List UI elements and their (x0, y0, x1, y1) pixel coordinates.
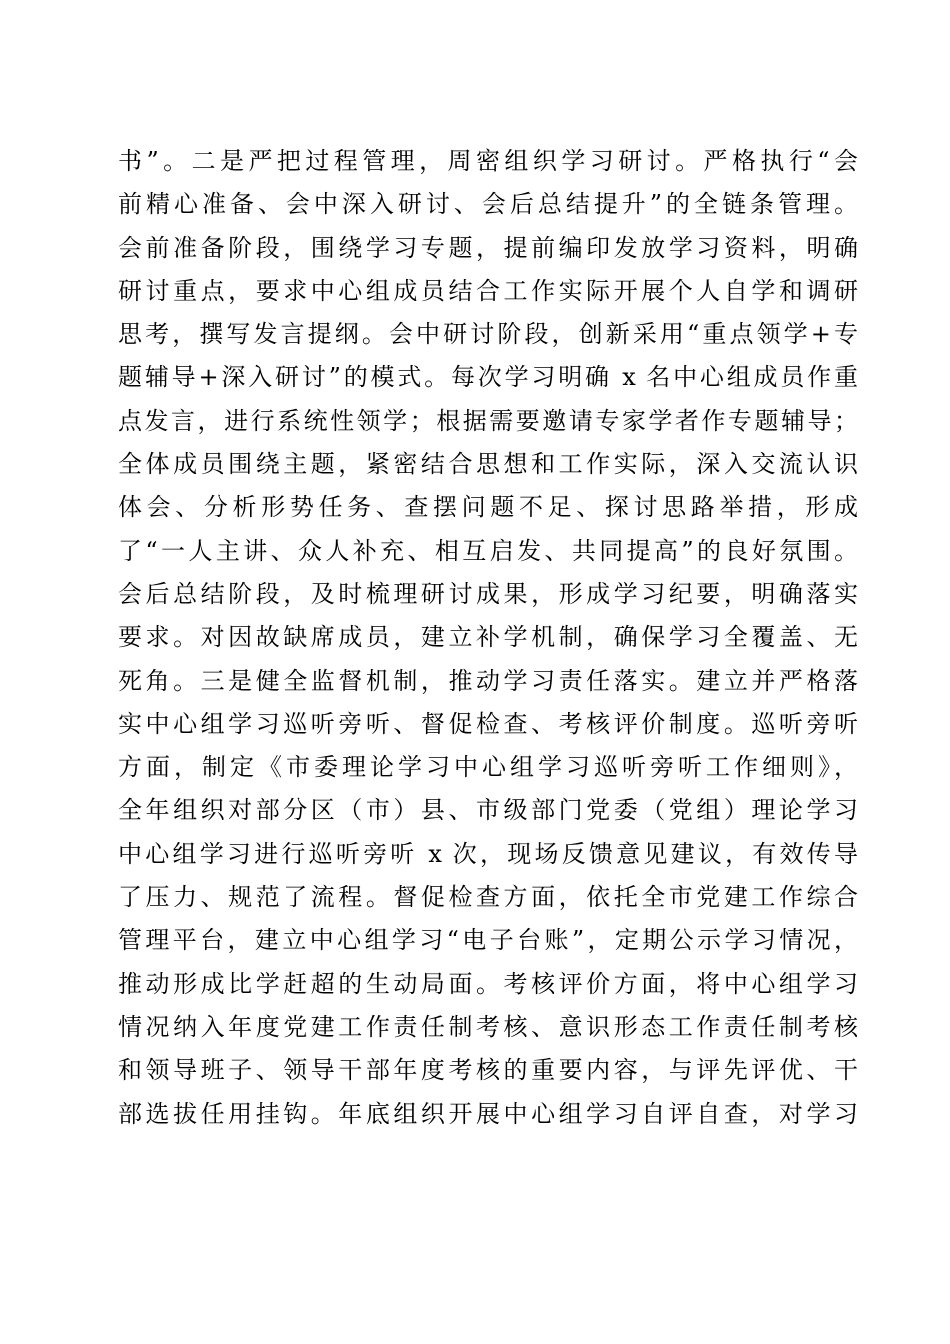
text-line: 情况纳入年度党建工作责任制考核、意识形态工作责任制考核 (118, 1012, 858, 1041)
text-line: 推动形成比学赶超的生动局面。考核评价方面，将中心组学习 (118, 969, 858, 998)
text-line: 了“一人主讲、众人补充、相互启发、共同提高”的良好氛围。 (118, 536, 858, 565)
body-text (118, 140, 858, 1136)
text-line: 死角。三是健全监督机制，推动学习责任落实。建立并严格落 (118, 666, 858, 695)
text-line: 会后总结阶段，及时梳理研讨成果，形成学习纪要，明确落实 (118, 579, 858, 608)
text-line: 管理平台，建立中心组学习“电子台账”，定期公示学习情况， (118, 926, 858, 955)
text-line: 研讨重点，要求中心组成员结合工作实际开展个人自学和调研 (118, 276, 858, 305)
text-line: 了压力、规范了流程。督促检查方面，依托全市党建工作综合 (118, 883, 858, 912)
text-line: 点发言，进行系统性领学；根据需要邀请专家学者作专题辅导； (118, 406, 858, 435)
text-line: 书”。二是严把过程管理，周密组织学习研讨。严格执行“会 (118, 147, 858, 175)
text-line: 题辅导+深入研讨”的模式。每次学习明确 x 名中心组成员作重 (118, 363, 858, 392)
text-line: 思考，撰写发言提纲。会中研讨阶段，创新采用“重点领学+专 (118, 320, 858, 349)
text-line: 实中心组学习巡听旁听、督促检查、考核评价制度。巡听旁听 (118, 709, 858, 738)
text-line: 和领导班子、领导干部年度考核的重要内容，与评先评优、干 (118, 1056, 858, 1085)
text-line: 全年组织对部分区（市）县、市级部门党委（党组）理论学习 (118, 796, 858, 825)
text-line: 会前准备阶段，围绕学习专题，提前编印发放学习资料，明确 (118, 233, 858, 262)
text-line: 全体成员围绕主题，紧密结合思想和工作实际，深入交流认识 (118, 450, 858, 479)
text-line: 方面，制定《市委理论学习中心组学习巡听旁听工作细则》， (118, 753, 858, 782)
text-line: 中心组学习进行巡听旁听 x 次，现场反馈意见建议，有效传导 (118, 839, 858, 868)
text-line: 体会、分析形势任务、查摆问题不足、探讨思路举措，形成 (118, 493, 858, 522)
text-line: 部选拔任用挂钩。年底组织开展中心组学习自评自查，对学习 (118, 1099, 858, 1128)
text-line: 要求。对因故缺席成员，建立补学机制，确保学习全覆盖、无 (118, 623, 858, 652)
text-line: 前精心准备、会中深入研讨、会后总结提升”的全链条管理。 (118, 190, 858, 219)
